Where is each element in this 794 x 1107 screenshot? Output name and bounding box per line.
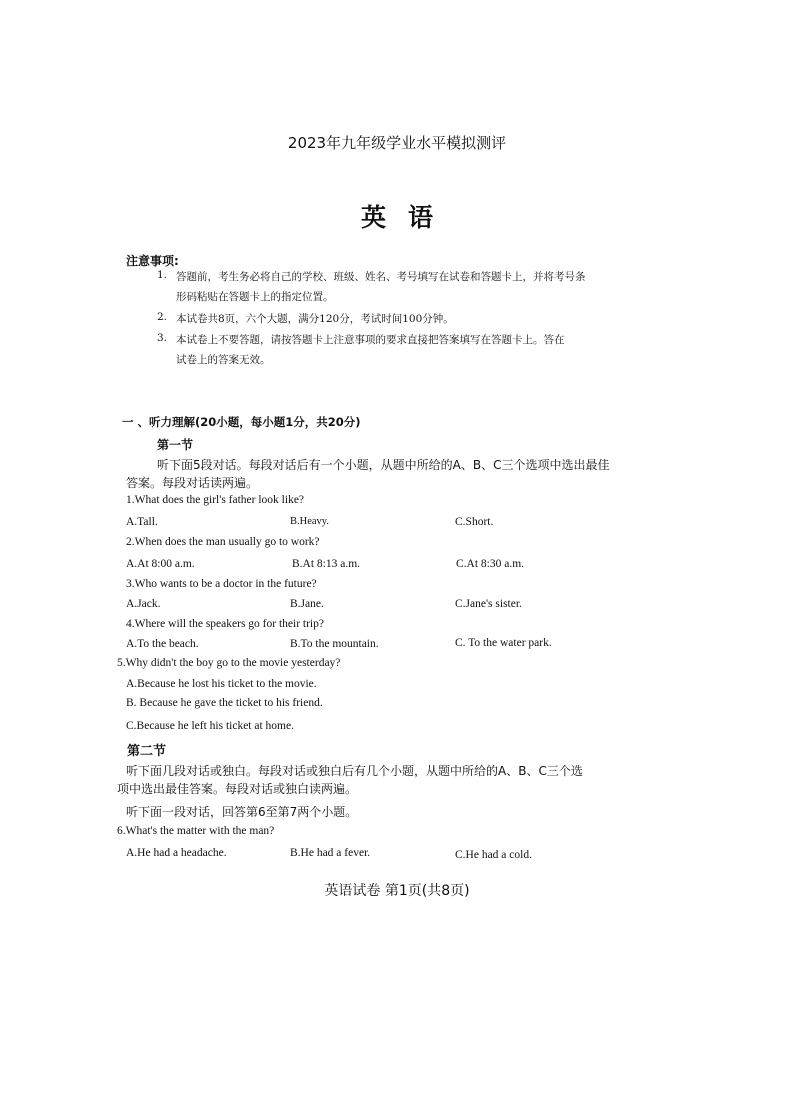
question-2-option-a: A.At 8:00 a.m. bbox=[126, 558, 195, 570]
question-4-option-c: C. To the water park. bbox=[455, 637, 552, 649]
part2-sub-instruction: 听下面一段对话，回答第6至第7两个小题。 bbox=[126, 805, 358, 819]
subject-title: 英语 bbox=[360, 203, 455, 232]
question-6-option-c: C.He had a cold. bbox=[455, 849, 532, 861]
part1-title: 第一节 bbox=[157, 438, 194, 452]
question-2-option-c: C.At 8:30 a.m. bbox=[456, 558, 525, 570]
notice-item-3-text-cont: 试卷上的答案无效。 bbox=[176, 354, 271, 366]
question-5-option-b: B. Because he gave the ticket to his friend. bbox=[126, 697, 323, 709]
question-3-option-b: B.Jane. bbox=[290, 598, 324, 610]
notice-heading: 注意事项: bbox=[126, 254, 179, 268]
part1-instruction-cont: 答案。每段对话读两遍。 bbox=[126, 476, 259, 490]
notice-item-2-text: 本试卷共8页，六个大题，满分120分，考试时间100分钟。 bbox=[176, 313, 454, 325]
part1-instruction: 听下面5段对话。每段对话后有一个小题，从题中所给的A、B、C三个选项中选出最佳 bbox=[157, 458, 610, 472]
section-heading: 一 、听力理解(20小题，每小题1分，共20分) bbox=[122, 415, 361, 429]
question-2-option-b: B.At 8:13 a.m. bbox=[292, 558, 361, 570]
question-1-option-c: C.Short. bbox=[455, 516, 494, 528]
question-1-stem: 1.What does the girl's father look like? bbox=[126, 494, 305, 506]
part2-title: 第二节 bbox=[127, 744, 167, 759]
question-4-option-b: B.To the mountain. bbox=[290, 638, 379, 650]
question-6-option-a: A.He had a headache. bbox=[126, 847, 227, 859]
part2-instruction: 听下面几段对话或独白。每段对话或独白后有几个小题，从题中所给的A、B、C三个选 bbox=[126, 764, 583, 778]
notice-item-1-text-cont: 形码粘贴在答题卡上的指定位置。 bbox=[176, 291, 334, 303]
question-3-option-a: A.Jack. bbox=[126, 598, 161, 610]
question-1-option-a: A.Tall. bbox=[126, 516, 158, 528]
question-4-stem: 4.Where will the speakers go for their trip? bbox=[126, 618, 324, 630]
notice-item-1-text: 答题前，考生务必将自己的学校、班级、姓名、考号填写在试卷和答题卡上，并将考号条 bbox=[176, 271, 586, 283]
question-5-stem: 5.Why didn't the boy go to the movie yesterday? bbox=[117, 657, 341, 669]
question-3-stem: 3.Who wants to be a doctor in the future? bbox=[126, 578, 317, 590]
exam-title: 2023年九年级学业水平模拟测评 bbox=[287, 134, 507, 152]
notice-item-2-number: 2. bbox=[157, 311, 168, 323]
question-1-option-b: B.Heavy. bbox=[290, 516, 329, 527]
part2-instruction-cont: 项中选出最佳答案。每段对话或独白读两遍。 bbox=[117, 782, 358, 796]
notice-item-3-number: 3. bbox=[157, 332, 168, 344]
notice-item-3-text: 本试卷上不要答题，请按答题卡上注意事项的要求直接把答案填写在答题卡上。答在 bbox=[176, 334, 565, 346]
question-6-option-b: B.He had a fever. bbox=[290, 847, 371, 859]
notice-item-1-number: 1. bbox=[157, 269, 168, 281]
question-3-option-c: C.Jane's sister. bbox=[455, 598, 522, 610]
question-6-stem: 6.What's the matter with the man? bbox=[117, 825, 275, 837]
question-2-stem: 2.When does the man usually go to work? bbox=[126, 536, 320, 548]
question-5-option-a: A.Because he lost his ticket to the movie. bbox=[126, 678, 317, 690]
page-footer: 英语试卷 第1页(共8页) bbox=[324, 883, 470, 899]
question-5-option-c: C.Because he left his ticket at home. bbox=[126, 720, 294, 732]
question-4-option-a: A.To the beach. bbox=[126, 638, 199, 650]
